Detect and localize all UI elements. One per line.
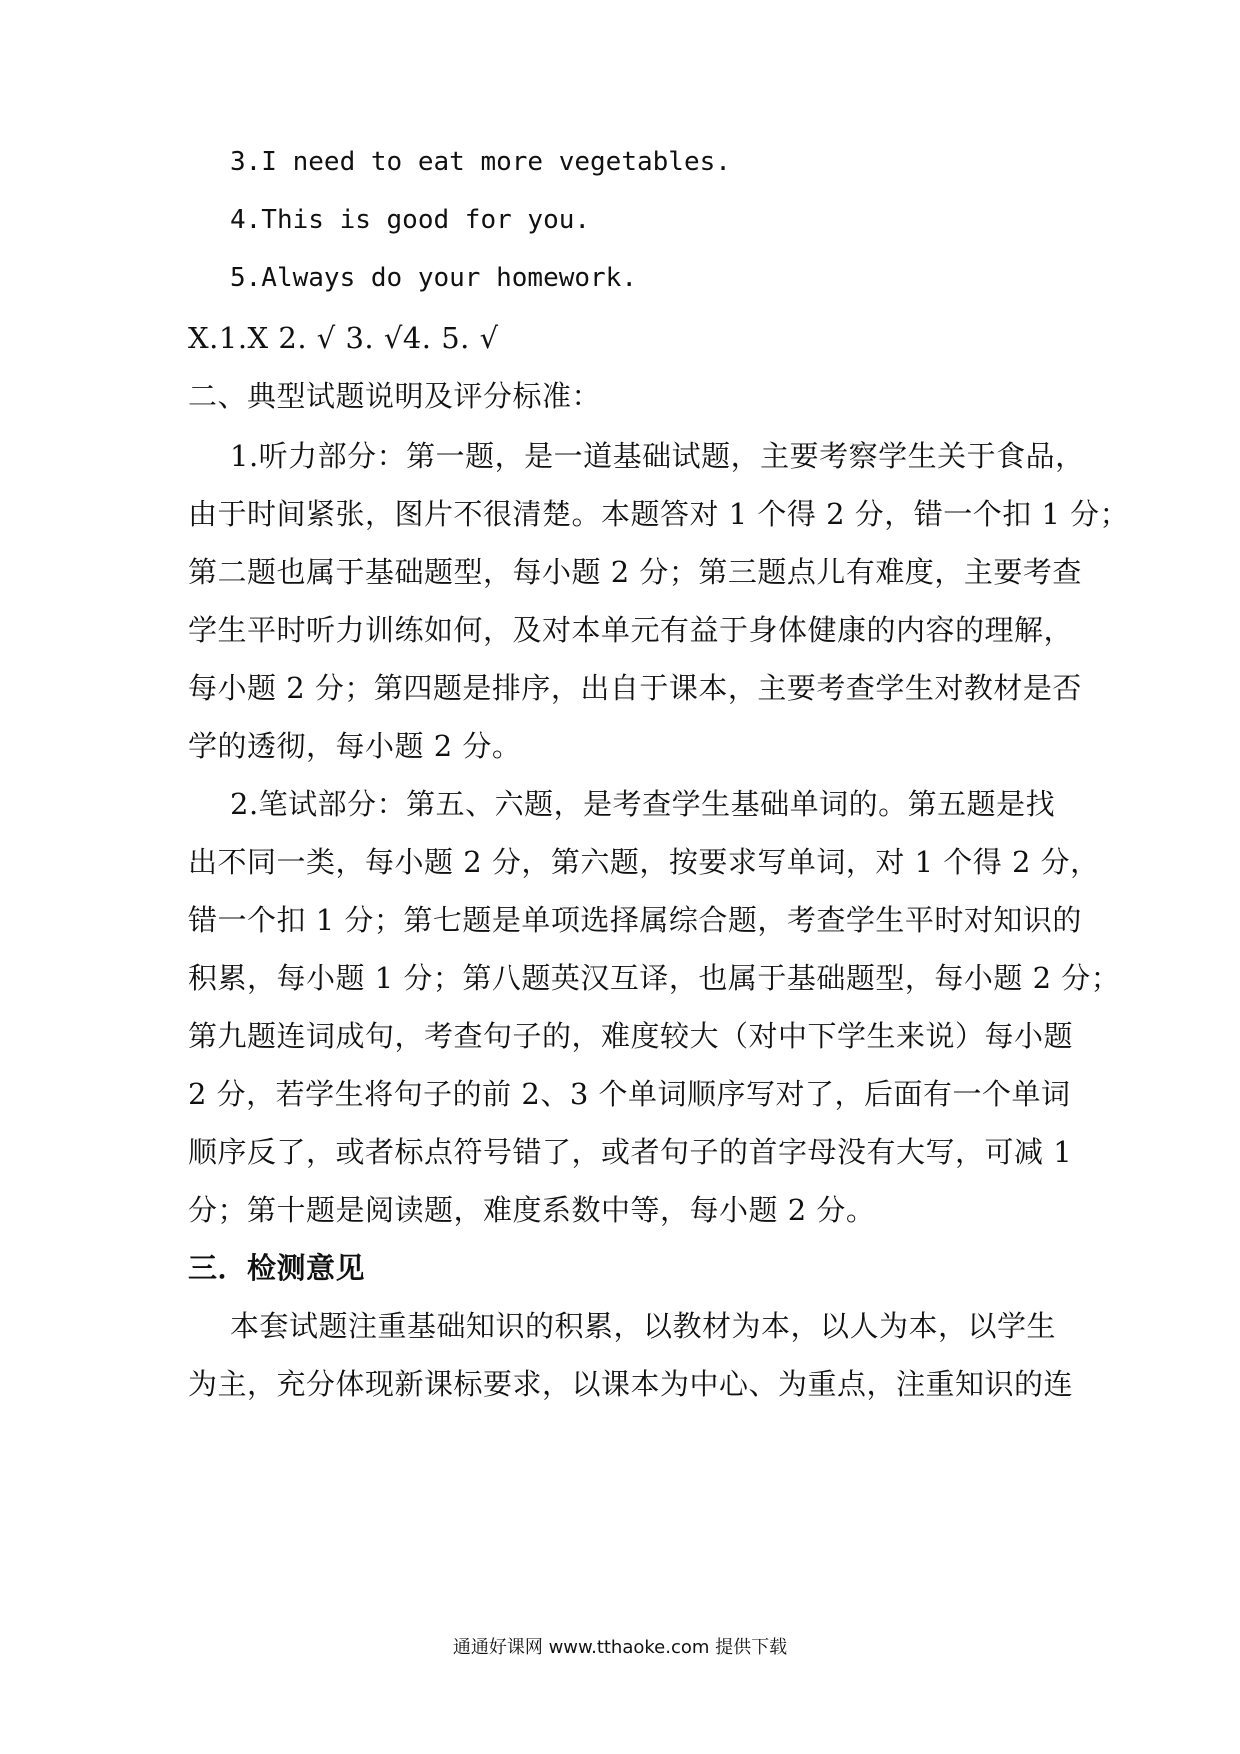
paragraph-line: 积累，每小题 1 分；第八题英汉互译，也属于基础题型，每小题 2 分； bbox=[188, 961, 1121, 995]
section-2-heading: 二、典型试题说明及评分标准： bbox=[188, 379, 602, 413]
paragraph-line: 顺序反了，或者标点符号错了，或者句子的首字母没有大写，可减 1 bbox=[188, 1135, 1073, 1169]
paragraph-line: 出不同一类，每小题 2 分，第六题，按要求写单词，对 1 个得 2 分， bbox=[188, 845, 1100, 879]
paragraph-line: 2 分，若学生将句子的前 2、3 个单词顺序写对了，后面有一个单词 bbox=[188, 1077, 1071, 1111]
paragraph-line: 错一个扣 1 分；第七题是单项选择属综合题，考查学生平时对知识的 bbox=[188, 903, 1082, 937]
answer-line-4: 4.This is good for you. bbox=[230, 205, 591, 235]
paragraph-line: 1.听力部分：第一题，是一道基础试题，主要考察学生关于食品， bbox=[230, 439, 1085, 473]
paragraph-line: 2.笔试部分：第五、六题，是考查学生基础单词的。第五题是找 bbox=[230, 787, 1056, 821]
paragraph-line: 第九题连词成句，考查句子的，难度较大（对中下学生来说）每小题 bbox=[188, 1019, 1074, 1053]
paragraph-line: 为主，充分体现新课标要求，以课本为中心、为重点，注重知识的连 bbox=[188, 1367, 1074, 1401]
answer-line-3: 3.I need to eat more vegetables. bbox=[230, 147, 731, 177]
answer-line-5: 5.Always do your homework. bbox=[230, 263, 637, 293]
answer-section-10: X.1.X 2. √ 3. √4. 5. √ bbox=[188, 321, 499, 355]
paragraph-line: 学生平时听力训练如何，及对本单元有益于身体健康的内容的理解， bbox=[188, 613, 1074, 647]
paragraph-line: 每小题 2 分；第四题是排序，出自于课本，主要考查学生对教材是否 bbox=[188, 671, 1082, 705]
section-3-heading: 三．检测意见 bbox=[188, 1251, 366, 1285]
paragraph-line: 本套试题注重基础知识的积累，以教材为本，以人为本，以学生 bbox=[230, 1309, 1057, 1343]
page-footer: 通通好课网 www.tthaoke.com 提供下载 bbox=[452, 1637, 788, 1658]
paragraph-line: 由于时间紧张，图片不很清楚。本题答对 1 个得 2 分，错一个扣 1 分； bbox=[188, 497, 1130, 531]
paragraph-line: 第二题也属于基础题型，每小题 2 分；第三题点儿有难度，主要考查 bbox=[188, 555, 1082, 589]
paragraph-line: 学的透彻，每小题 2 分。 bbox=[188, 729, 522, 763]
paragraph-line: 分；第十题是阅读题，难度系数中等，每小题 2 分。 bbox=[188, 1193, 876, 1227]
